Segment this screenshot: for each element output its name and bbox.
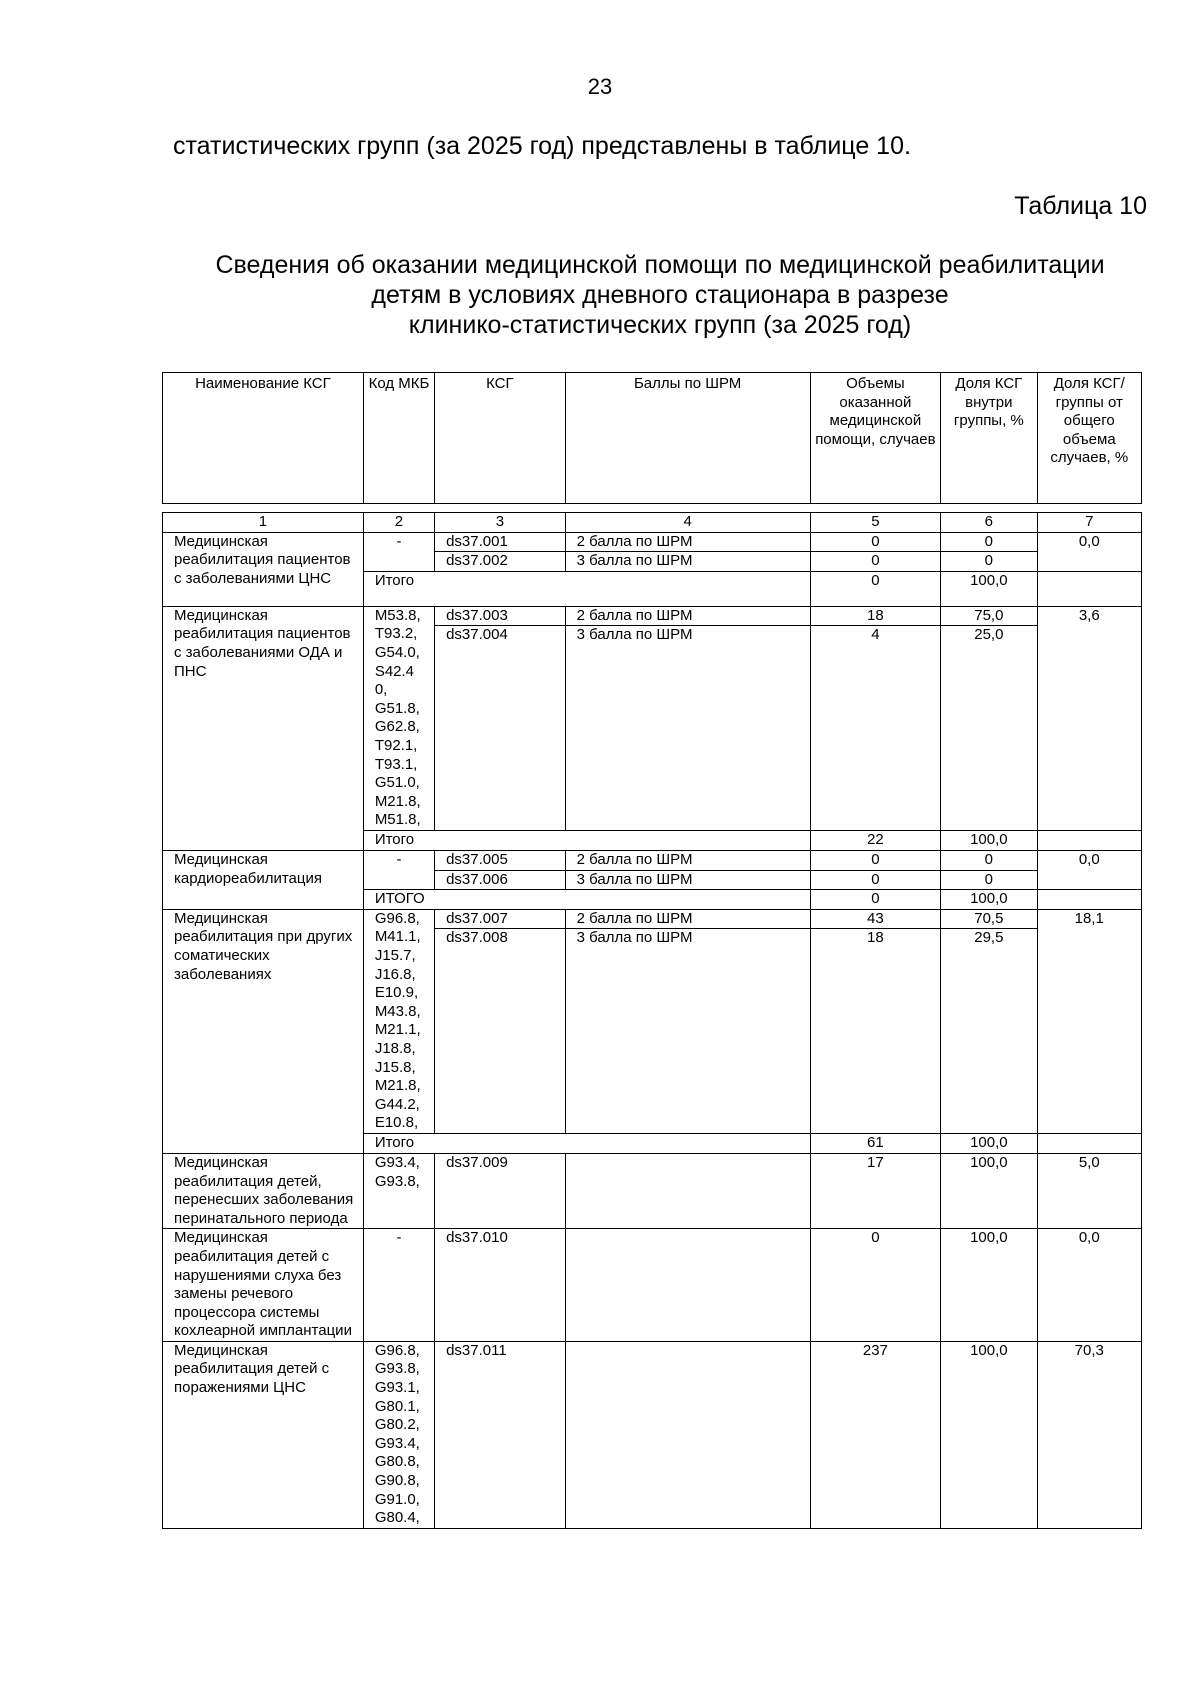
intro-text: статистических групп (за 2025 год) представлены в таблице 10. <box>173 132 911 160</box>
ksg-code: ds37.003 <box>435 606 566 626</box>
ksg-code: ds37.007 <box>435 909 566 929</box>
header-cell: Наименование КСГ <box>163 373 364 504</box>
shrm-points: 3 балла по ШРМ <box>565 552 810 572</box>
ksg-group-name: Медицинская реабилитация детей с поражениями ЦНС <box>163 1341 364 1528</box>
ksg-group-name: Медицинская кардиореабилитация <box>163 850 364 909</box>
share-value: 100,0 <box>941 1341 1037 1528</box>
header-cell: Код МКБ <box>363 373 434 504</box>
volume-value: 18 <box>810 929 941 1134</box>
empty-cell <box>1037 571 1141 606</box>
table-row <box>163 1229 1142 1342</box>
shrm-points <box>565 1229 810 1342</box>
ksg-code: ds37.008 <box>435 929 566 1134</box>
mkb-codes: G96.8, M41.1, J15.7, J16.8, E10.9, M43.8, M21.1, J18.8, J15.8, M21.8, G44.2, E10.8, <box>363 909 434 1134</box>
header-cell: КСГ <box>435 373 566 504</box>
total-label: ИТОГО <box>363 890 810 910</box>
total-share: 100,0 <box>941 831 1037 851</box>
header-cell: Баллы по ШРМ <box>565 373 810 504</box>
shrm-points: 2 балла по ШРМ <box>565 850 810 870</box>
mkb-codes: - <box>363 1229 434 1342</box>
ksg-group-name: Медицинская реабилитация детей, перенесших заболевания перинатального периода <box>163 1153 364 1228</box>
column-number: 4 <box>565 513 810 533</box>
header-cell: Доля КСГ/группы от общего объема случаев, % <box>1037 373 1141 504</box>
mkb-codes: M53.8, T93.2, G54.0, S42.4 0, G51.8, G62.8, T92.1, T93.1, G51.0, M21.8, M51.8, <box>363 606 434 831</box>
shrm-points: 2 балла по ШРМ <box>565 909 810 929</box>
share-value: 100,0 <box>941 1229 1037 1342</box>
column-number: 3 <box>435 513 566 533</box>
table-title <box>140 250 1180 340</box>
share-value: 0 <box>941 532 1037 552</box>
table-title-line: клинико-статистических групп (за 2025 год) <box>408 311 912 339</box>
table-label: Таблица 10 <box>1014 192 1147 220</box>
ksg-group-name: Медицинская реабилитация при других соматических заболеваниях <box>163 909 364 1153</box>
group-share-value: 3,6 <box>1037 606 1141 831</box>
volume-value: 0 <box>810 870 941 890</box>
total-volume: 22 <box>810 831 941 851</box>
mkb-codes: G93.4, G93.8, <box>363 1153 434 1228</box>
total-volume: 0 <box>810 890 941 910</box>
ksg-code: ds37.002 <box>435 552 566 572</box>
share-value: 0 <box>941 552 1037 572</box>
volume-value: 17 <box>810 1153 941 1228</box>
page-number: 23 <box>587 74 613 99</box>
share-value: 70,5 <box>941 909 1037 929</box>
share-value: 25,0 <box>941 626 1037 831</box>
empty-cell <box>1037 831 1141 851</box>
volume-value: 0 <box>810 552 941 572</box>
shrm-points: 2 балла по ШРМ <box>565 606 810 626</box>
ksg-code: ds37.010 <box>435 1229 566 1342</box>
total-label: Итого <box>363 831 810 851</box>
total-share: 100,0 <box>941 571 1037 606</box>
shrm-points <box>565 1153 810 1228</box>
shrm-points: 2 балла по ШРМ <box>565 532 810 552</box>
ksg-code: ds37.011 <box>435 1341 566 1528</box>
mkb-codes: - <box>363 532 434 571</box>
ksg-code: ds37.005 <box>435 850 566 870</box>
volume-value: 43 <box>810 909 941 929</box>
mkb-codes: - <box>363 850 434 889</box>
table-header-row <box>163 373 1142 504</box>
table-title-line: Сведения об оказании медицинской помощи по медицинской реабилитации <box>215 251 1105 279</box>
volume-value: 4 <box>810 626 941 831</box>
volume-value: 18 <box>810 606 941 626</box>
volume-value: 0 <box>810 1229 941 1342</box>
ksg-table <box>162 372 1142 1529</box>
share-value: 75,0 <box>941 606 1037 626</box>
group-share-value: 70,3 <box>1037 1341 1141 1528</box>
shrm-points <box>565 1341 810 1528</box>
header-cell: Объемы оказанной медицинской помощи, случаев <box>810 373 941 504</box>
group-share-value: 5,0 <box>1037 1153 1141 1228</box>
total-volume: 61 <box>810 1134 941 1154</box>
shrm-points: 3 балла по ШРМ <box>565 870 810 890</box>
share-value: 0 <box>941 850 1037 870</box>
volume-value: 237 <box>810 1341 941 1528</box>
table-row <box>163 532 1142 552</box>
ksg-group-name: Медицинская реабилитация детей с нарушениями слуха без замены речевого процессора системы кохлеарной имплантации <box>163 1229 364 1342</box>
group-share-value: 0,0 <box>1037 532 1141 571</box>
volume-value: 0 <box>810 850 941 870</box>
column-number: 5 <box>810 513 941 533</box>
share-value: 29,5 <box>941 929 1037 1134</box>
table-row <box>163 1153 1142 1228</box>
total-share: 100,0 <box>941 1134 1037 1154</box>
ksg-code: ds37.004 <box>435 626 566 831</box>
volume-value: 0 <box>810 532 941 552</box>
total-label: Итого <box>363 1134 810 1154</box>
share-value: 100,0 <box>941 1153 1037 1228</box>
table-row <box>163 850 1142 870</box>
column-number: 2 <box>363 513 434 533</box>
column-number: 6 <box>941 513 1037 533</box>
table-title-line: детям в условиях дневного стационара в разрезе <box>371 281 949 309</box>
table-row <box>163 1341 1142 1528</box>
group-share-value: 0,0 <box>1037 850 1141 889</box>
share-value: 0 <box>941 870 1037 890</box>
shrm-points: 3 балла по ШРМ <box>565 626 810 831</box>
table-row <box>163 606 1142 626</box>
mkb-codes: G96.8, G93.8, G93.1, G80.1, G80.2, G93.4, G80.8, G90.8, G91.0, G80.4, <box>363 1341 434 1528</box>
column-number: 7 <box>1037 513 1141 533</box>
column-number: 1 <box>163 513 364 533</box>
ksg-group-name: Медицинская реабилитация пациентов с заболеваниями ОДА и ПНС <box>163 606 364 850</box>
ksg-code: ds37.001 <box>435 532 566 552</box>
total-share: 100,0 <box>941 890 1037 910</box>
ksg-group-name: Медицинская реабилитация пациентов с заболеваниями ЦНС <box>163 532 364 606</box>
table-separator <box>163 504 1142 513</box>
empty-cell <box>1037 890 1141 910</box>
total-volume: 0 <box>810 571 941 606</box>
table-row <box>163 909 1142 929</box>
group-share-value: 0,0 <box>1037 1229 1141 1342</box>
column-number-row <box>163 513 1142 533</box>
ksg-code: ds37.006 <box>435 870 566 890</box>
group-share-value: 18,1 <box>1037 909 1141 1134</box>
empty-cell <box>1037 1134 1141 1154</box>
ksg-code: ds37.009 <box>435 1153 566 1228</box>
header-cell: Доля КСГ внутри группы, % <box>941 373 1037 504</box>
shrm-points: 3 балла по ШРМ <box>565 929 810 1134</box>
total-label: Итого <box>363 571 810 606</box>
